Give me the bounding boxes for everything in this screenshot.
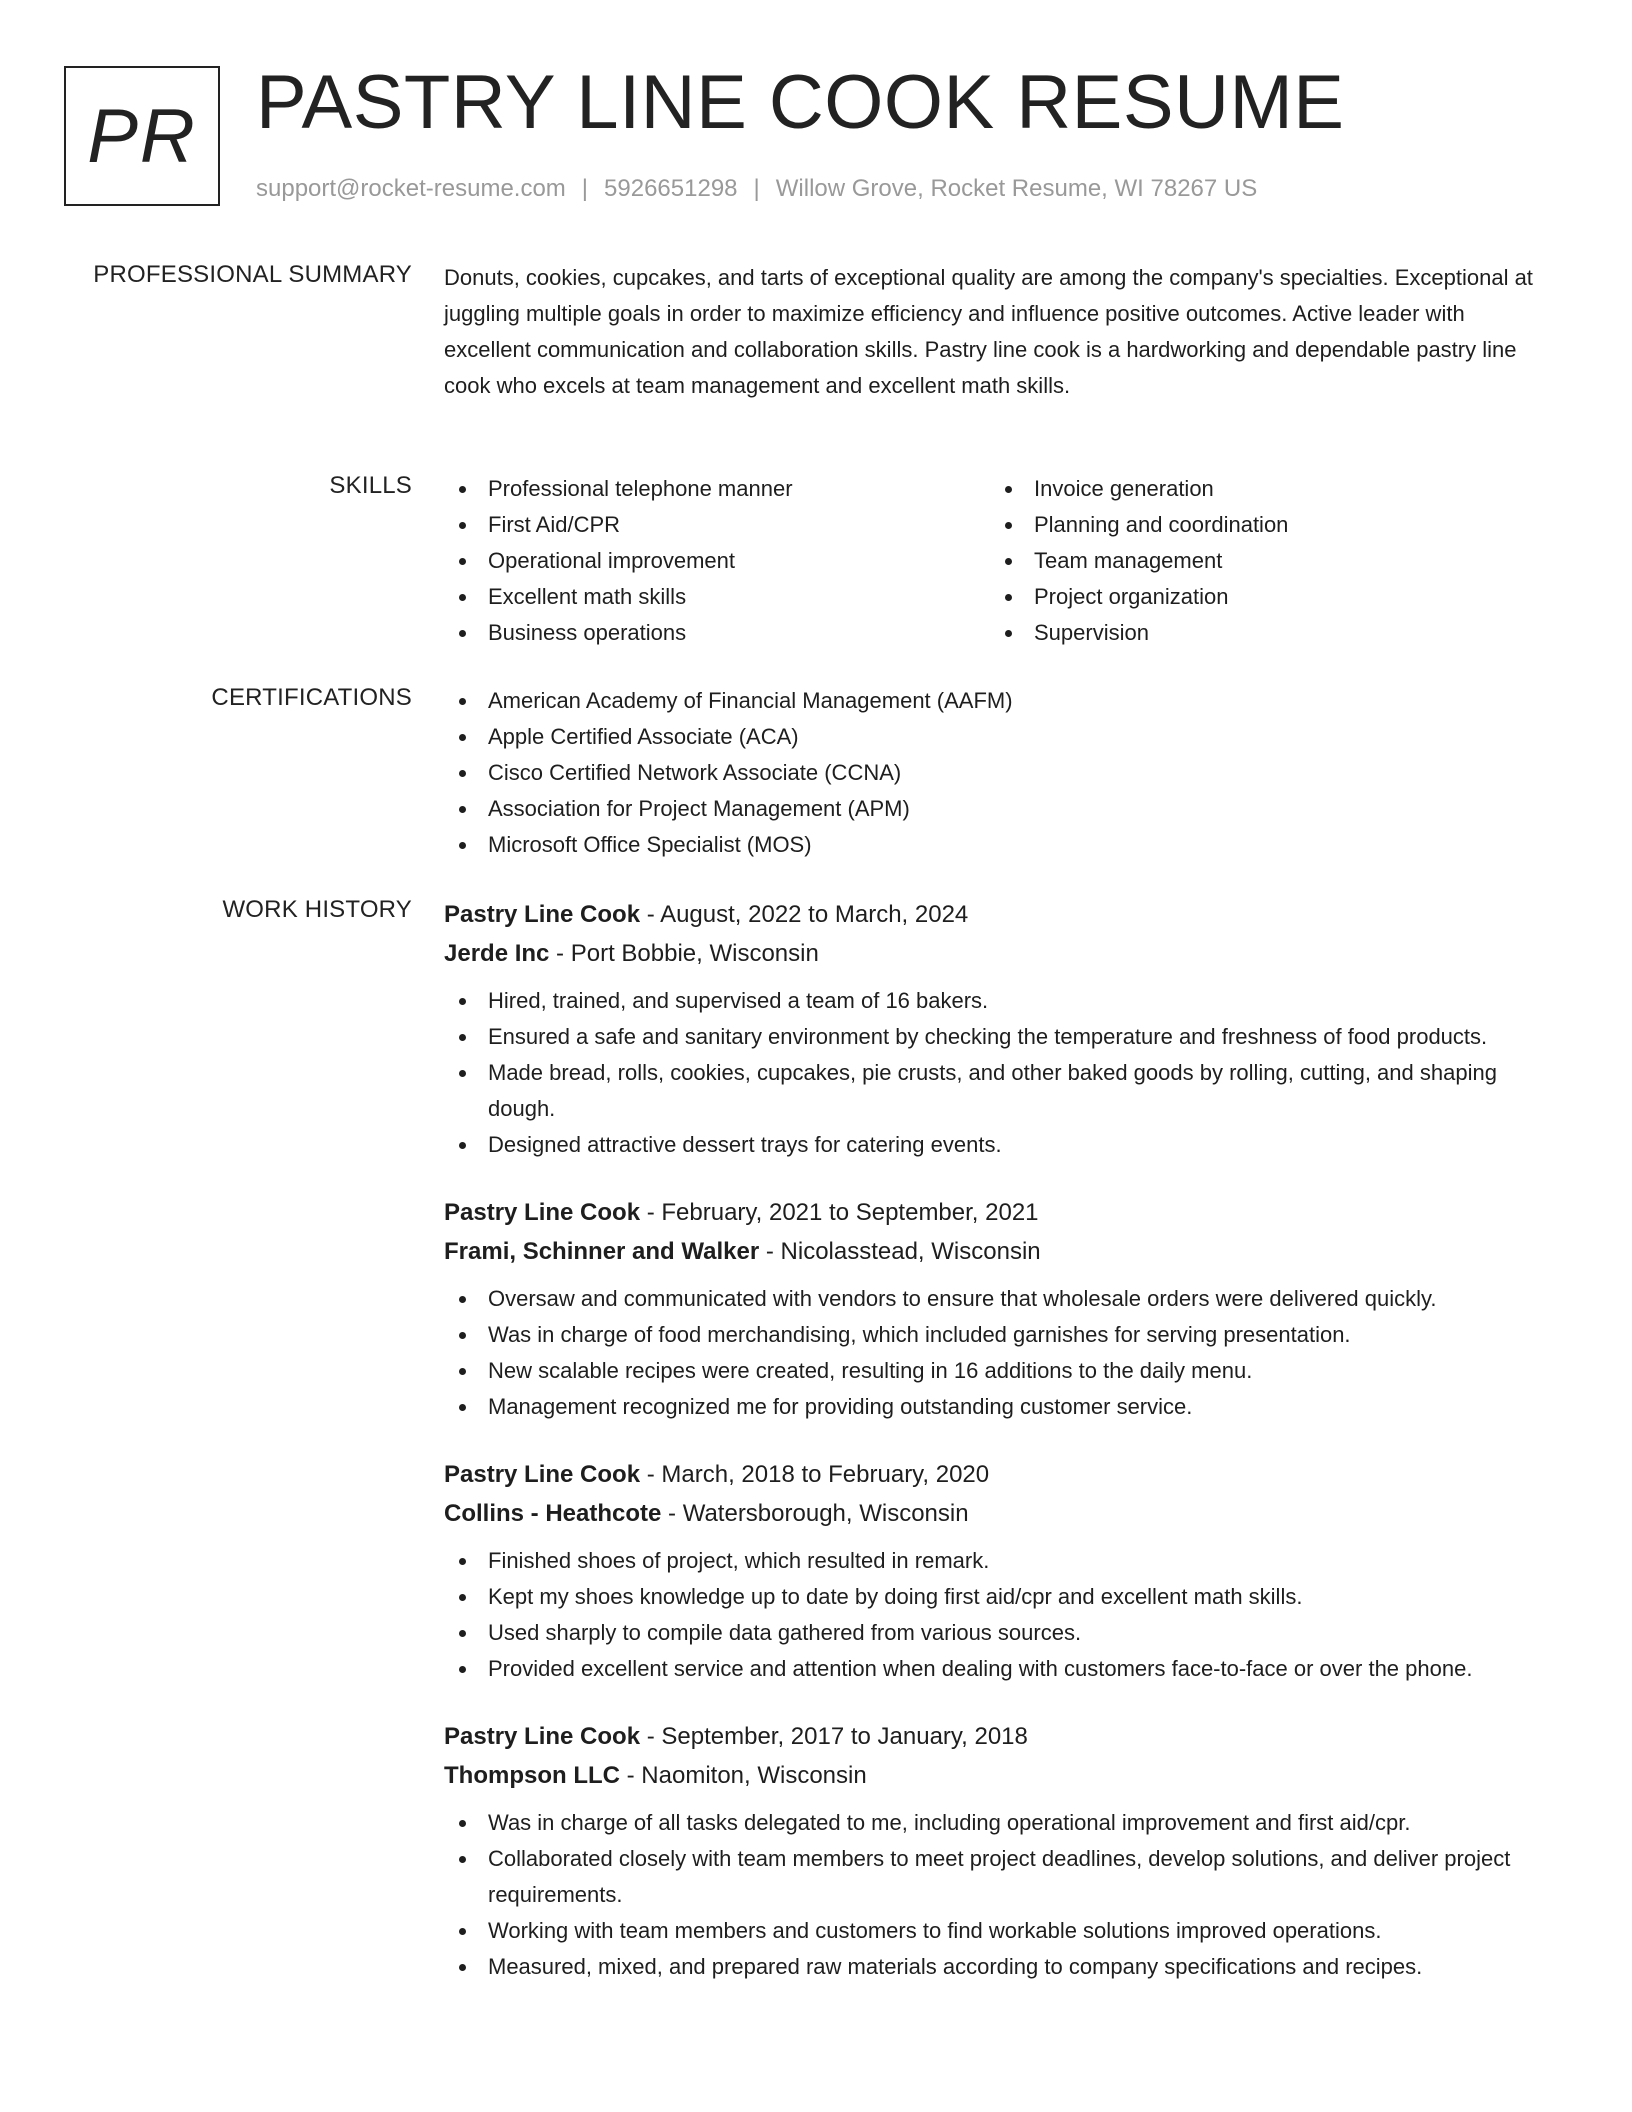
- job-duty: Finished shoes of project, which resulted in remark.: [444, 1543, 1556, 1579]
- monogram-box: [64, 66, 220, 206]
- skill-item: Supervision: [990, 615, 1536, 651]
- section-label-work-history: WORK HISTORY: [222, 896, 412, 923]
- job-dates: - February, 2021 to September, 2021: [640, 1199, 1039, 1226]
- skill-item: First Aid/CPR: [444, 507, 990, 543]
- skill-item: Business operations: [444, 615, 990, 651]
- job-duties-list: [444, 1543, 1556, 1687]
- contact-email[interactable]: support@rocket-resume.com: [256, 175, 566, 202]
- job-company: Frami, Schinner and Walker: [444, 1238, 760, 1265]
- job-title: Pastry Line Cook: [444, 1723, 641, 1750]
- job-company-line: [444, 1494, 1556, 1533]
- job-company-line: [444, 1232, 1556, 1271]
- job-title-line: [444, 1717, 1556, 1756]
- job-duties-list: [444, 983, 1556, 1163]
- job-location: - Naomiton, Wisconsin: [619, 1762, 867, 1789]
- job-duty: Ensured a safe and sanitary environment by checking the temperature and freshness of food products.: [444, 1019, 1556, 1055]
- skills-body: [444, 471, 1556, 651]
- job-duty: Hired, trained, and supervised a team of 16 bakers.: [444, 983, 1556, 1019]
- job-company-line: [444, 1756, 1556, 1795]
- job-company: Collins - Heathcote: [444, 1500, 662, 1527]
- job-duties-list: [444, 1805, 1556, 1985]
- skills-grid: [444, 471, 1556, 651]
- job-entry: [444, 1193, 1556, 1425]
- skill-item: Professional telephone manner: [444, 471, 990, 507]
- section-label-certifications: CERTIFICATIONS: [211, 684, 412, 711]
- job-company: Thompson LLC: [444, 1762, 620, 1789]
- certification-item: Microsoft Office Specialist (MOS): [444, 827, 1556, 863]
- job-duty: Kept my shoes knowledge up to date by doing first aid/cpr and excellent math skills.: [444, 1579, 1556, 1615]
- job-company: Jerde Inc: [444, 940, 550, 967]
- job-location: - Port Bobbie, Wisconsin: [549, 940, 819, 967]
- job-duty: Management recognized me for providing outstanding customer service.: [444, 1389, 1556, 1425]
- job-duty: Collaborated closely with team members to meet project deadlines, develop solutions, and deliver project requirements.: [444, 1841, 1556, 1913]
- job-duty: New scalable recipes were created, resulting in 16 additions to the daily menu.: [444, 1353, 1556, 1389]
- summary-text: Donuts, cookies, cupcakes, and tarts of exceptional quality are among the company's specialties. Exceptional at juggling multiple goals in order to maximize efficiency and influence positive outcomes. Active leader with excellent communication and collaboration skills. Pastry line cook is a hardworking and dependable pastry line cook who excels at team management and excellent math skills.: [444, 265, 1533, 398]
- section-label-skills: SKILLS: [329, 472, 412, 499]
- work-history-body: [444, 895, 1556, 2015]
- monogram-initials: PR: [87, 93, 197, 179]
- skill-item: Planning and coordination: [990, 507, 1536, 543]
- job-duty: Was in charge of food merchandising, which included garnishes for serving presentation.: [444, 1317, 1556, 1353]
- job-title-line: [444, 895, 1556, 934]
- certification-item: Apple Certified Associate (ACA): [444, 719, 1556, 755]
- job-duty: Used sharply to compile data gathered from various sources.: [444, 1615, 1556, 1651]
- job-duty: Made bread, rolls, cookies, cupcakes, pie crusts, and other baked goods by rolling, cutting, and shaping dough.: [444, 1055, 1556, 1127]
- contact-separator: |: [581, 175, 589, 202]
- skill-item: Operational improvement: [444, 543, 990, 579]
- job-title-line: [444, 1455, 1556, 1494]
- job-location: - Watersborough, Wisconsin: [661, 1500, 969, 1527]
- job-duty: Oversaw and communicated with vendors to ensure that wholesale orders were delivered quickly.: [444, 1281, 1556, 1317]
- job-dates: - September, 2017 to January, 2018: [640, 1723, 1028, 1750]
- contact-address: Willow Grove, Rocket Resume, WI 78267 US: [775, 175, 1258, 202]
- job-entry: [444, 1455, 1556, 1687]
- job-dates: - March, 2018 to February, 2020: [640, 1461, 990, 1488]
- job-title: Pastry Line Cook: [444, 901, 641, 928]
- job-location: - Nicolasstead, Wisconsin: [759, 1238, 1041, 1265]
- certifications-list: [444, 683, 1556, 863]
- certification-item: American Academy of Financial Management (AAFM): [444, 683, 1556, 719]
- contact-phone[interactable]: 5926651298: [604, 175, 738, 202]
- job-duty: Measured, mixed, and prepared raw materials according to company specifications and recipes.: [444, 1949, 1556, 1985]
- certification-item: Association for Project Management (APM): [444, 791, 1556, 827]
- job-title: Pastry Line Cook: [444, 1199, 641, 1226]
- job-title: Pastry Line Cook: [444, 1461, 641, 1488]
- contact-separator: |: [753, 175, 760, 202]
- summary-body: [444, 260, 1556, 404]
- job-duty: Designed attractive dessert trays for catering events.: [444, 1127, 1556, 1163]
- certification-item: Cisco Certified Network Associate (CCNA): [444, 755, 1556, 791]
- job-entry: [444, 1717, 1556, 1985]
- skills-column-right: [990, 471, 1536, 651]
- job-dates: - August, 2022 to March, 2024: [640, 901, 969, 928]
- skill-item: Team management: [990, 543, 1536, 579]
- certifications-body: [444, 683, 1556, 863]
- contact-line: [256, 174, 1257, 204]
- job-title-line: [444, 1193, 1556, 1232]
- section-label-summary: PROFESSIONAL SUMMARY: [93, 261, 412, 288]
- job-duties-list: [444, 1281, 1556, 1425]
- skill-item: Project organization: [990, 579, 1536, 615]
- skill-item: Invoice generation: [990, 471, 1536, 507]
- job-entry: [444, 895, 1556, 1163]
- job-duty: Was in charge of all tasks delegated to me, including operational improvement and first aid/cpr.: [444, 1805, 1556, 1841]
- resume-title: PASTRY LINE COOK RESUME: [256, 60, 1345, 145]
- job-duty: Provided excellent service and attention when dealing with customers face-to-face or over the phone.: [444, 1651, 1556, 1687]
- job-duty: Working with team members and customers to find workable solutions improved operations.: [444, 1913, 1556, 1949]
- job-company-line: [444, 934, 1556, 973]
- skills-column-left: [444, 471, 990, 651]
- skill-item: Excellent math skills: [444, 579, 990, 615]
